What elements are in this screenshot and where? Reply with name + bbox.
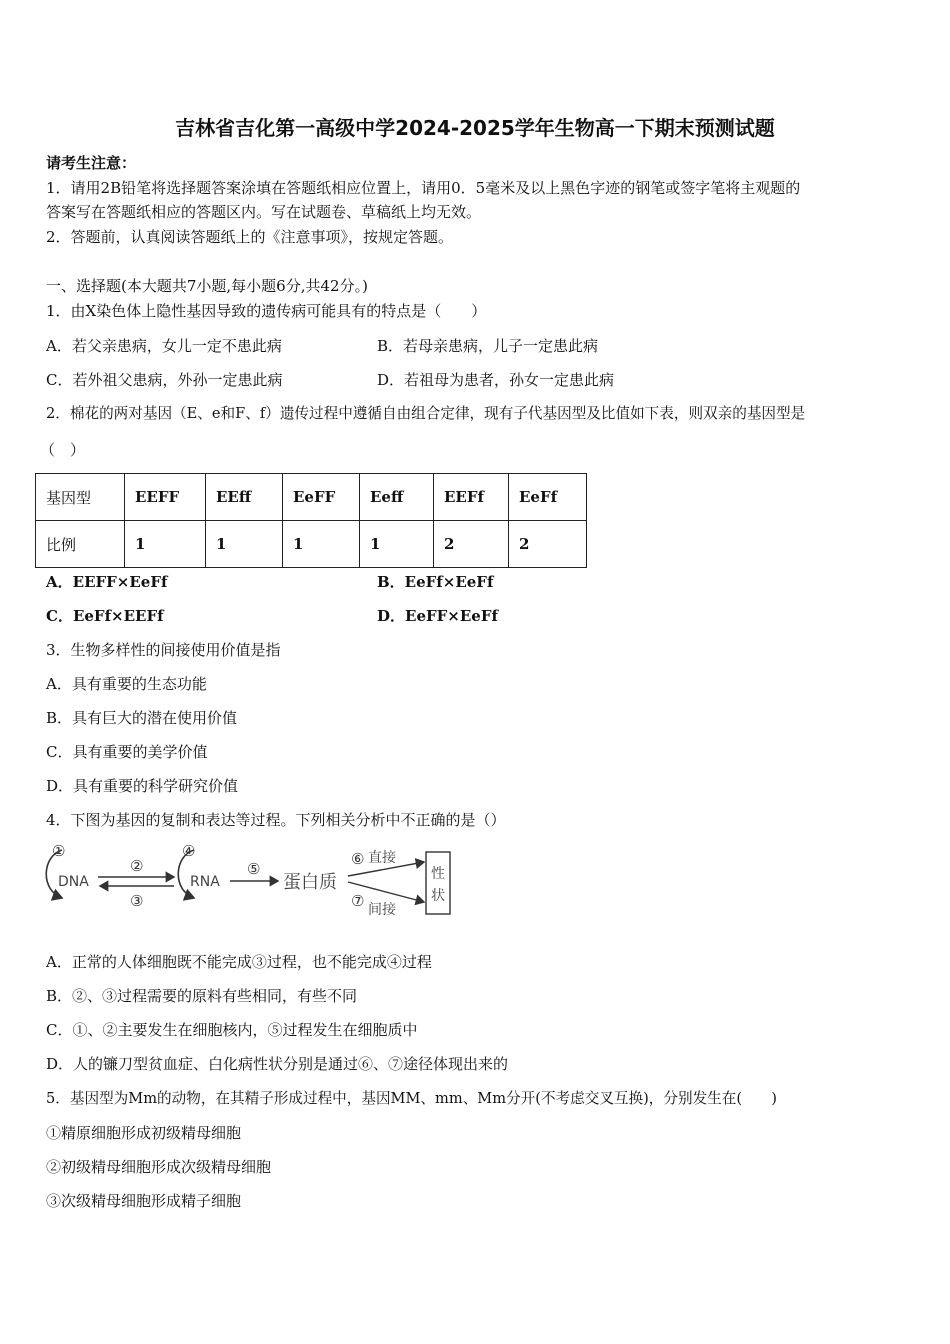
label-6: ⑥	[351, 850, 365, 868]
label-7: ⑦	[351, 892, 365, 910]
q2-paren: （ ）	[40, 441, 86, 459]
indirect-label: 间接	[368, 902, 396, 918]
q2-option-c: C．EeFf×EEFf	[46, 607, 164, 625]
q3-option-d: D．具有重要的科学研究价值	[46, 777, 239, 795]
page-title: 吉林省吉化第一高级中学2024-2025学年生物高一下期末预测试题	[175, 116, 775, 140]
direct-label: 直接	[368, 850, 396, 866]
q2-option-d: D．EeFF×EeFf	[377, 607, 498, 625]
table-cell: Eeff	[360, 474, 434, 521]
q1-option-b: B．若母亲患病，儿子一定患此病	[377, 337, 599, 355]
trait-box	[426, 852, 450, 914]
q3-stem: 3．生物多样性的间接使用价值是指	[46, 641, 281, 659]
table-cell: 基因型	[36, 474, 125, 521]
q3-option-a: A．具有重要的生态功能	[46, 675, 207, 693]
table-cell: 1	[283, 521, 360, 568]
rna-label: RNA	[190, 874, 220, 890]
table-cell: 1	[125, 521, 206, 568]
table-row	[36, 521, 587, 568]
table-cell: 1	[206, 521, 283, 568]
notice-item-1-line-2: 答案写在答题纸相应的答题区内。写在试题卷、草稿纸上均无效。	[46, 203, 482, 221]
table-cell: 2	[434, 521, 509, 568]
table-cell: 2	[509, 521, 587, 568]
trait-char-1: 性	[431, 866, 445, 882]
q5-item-2: ②初级精母细胞形成次级精母细胞	[46, 1158, 272, 1176]
q5-item-3: ③次级精母细胞形成精子细胞	[46, 1192, 242, 1210]
table-cell: EEff	[206, 474, 283, 521]
q3-option-c: C．具有重要的美学价值	[46, 743, 208, 761]
q2-stem: 2．棉花的两对基因（E、e和F、f）遗传过程中遵循自由组合定律，现有子代基因型及比值如下表，则双亲的基因型是	[46, 405, 806, 422]
q5-item-1: ①精原细胞形成初级精母细胞	[46, 1124, 242, 1142]
q1-option-a: A．若父亲患病，女儿一定不患此病	[46, 337, 282, 355]
q1-option-c: C．若外祖父患病，外孙一定患此病	[46, 371, 283, 389]
table-cell: EEFf	[434, 474, 509, 521]
label-3: ③	[130, 892, 144, 910]
q4-option-b: B．②、③过程需要的原料有些相同，有些不同	[46, 987, 358, 1005]
q4-option-d: D．人的镰刀型贫血症、白化病性状分别是通过⑥、⑦途径体现出来的	[46, 1055, 509, 1073]
q4-option-a: A．正常的人体细胞既不能完成③过程，也不能完成④过程	[46, 953, 432, 971]
section-heading: 一、选择题(本大题共7小题,每小题6分,共42分。)	[46, 277, 368, 295]
table-cell: EeFf	[509, 474, 587, 521]
notice-item-2: 2．答题前，认真阅读答题纸上的《注意事项》，按规定答题。	[46, 228, 454, 246]
table-cell: 比例	[36, 521, 125, 568]
table-cell: EEFF	[125, 474, 206, 521]
q2-option-b: B．EeFf×EeFf	[377, 573, 494, 591]
q4-option-c: C．①、②主要发生在细胞核内，⑤过程发生在细胞质中	[46, 1021, 418, 1039]
genotype-table	[35, 473, 587, 568]
label-1: ①	[52, 842, 66, 860]
q1-stem: 1．由X染色体上隐性基因导致的遗传病可能具有的特点是（ ）	[46, 302, 487, 320]
dna-label: DNA	[58, 874, 89, 890]
label-2: ②	[130, 857, 144, 875]
label-4: ④	[182, 842, 196, 860]
q3-option-b: B．具有巨大的潜在使用价值	[46, 709, 238, 727]
label-5: ⑤	[247, 860, 261, 878]
q2-option-a: A．EEFF×EeFf	[46, 573, 168, 591]
table-cell: 1	[360, 521, 434, 568]
protein-label: 蛋白质	[283, 872, 337, 893]
table-cell: EeFF	[283, 474, 360, 521]
gene-expression-diagram	[40, 838, 460, 920]
trait-char-2: 状	[431, 888, 445, 904]
q4-stem: 4．下图为基因的复制和表达等过程。下列相关分析中不正确的是（）	[46, 811, 506, 829]
notice-item-1-line-1: 1．请用2B铅笔将选择题答案涂填在答题纸相应位置上，请用0．5毫米及以上黑色字迹的钢笔或签字笔将主观题的	[46, 179, 801, 197]
table-row	[36, 474, 587, 521]
q1-option-d: D．若祖母为患者，孙女一定患此病	[377, 371, 615, 389]
notice-heading: 请考生注意：	[46, 154, 137, 172]
q5-stem: 5．基因型为Mm的动物，在其精子形成过程中，基因MM、mm、Mm分开(不考虑交叉互换)，分别发生在( )	[46, 1090, 777, 1107]
